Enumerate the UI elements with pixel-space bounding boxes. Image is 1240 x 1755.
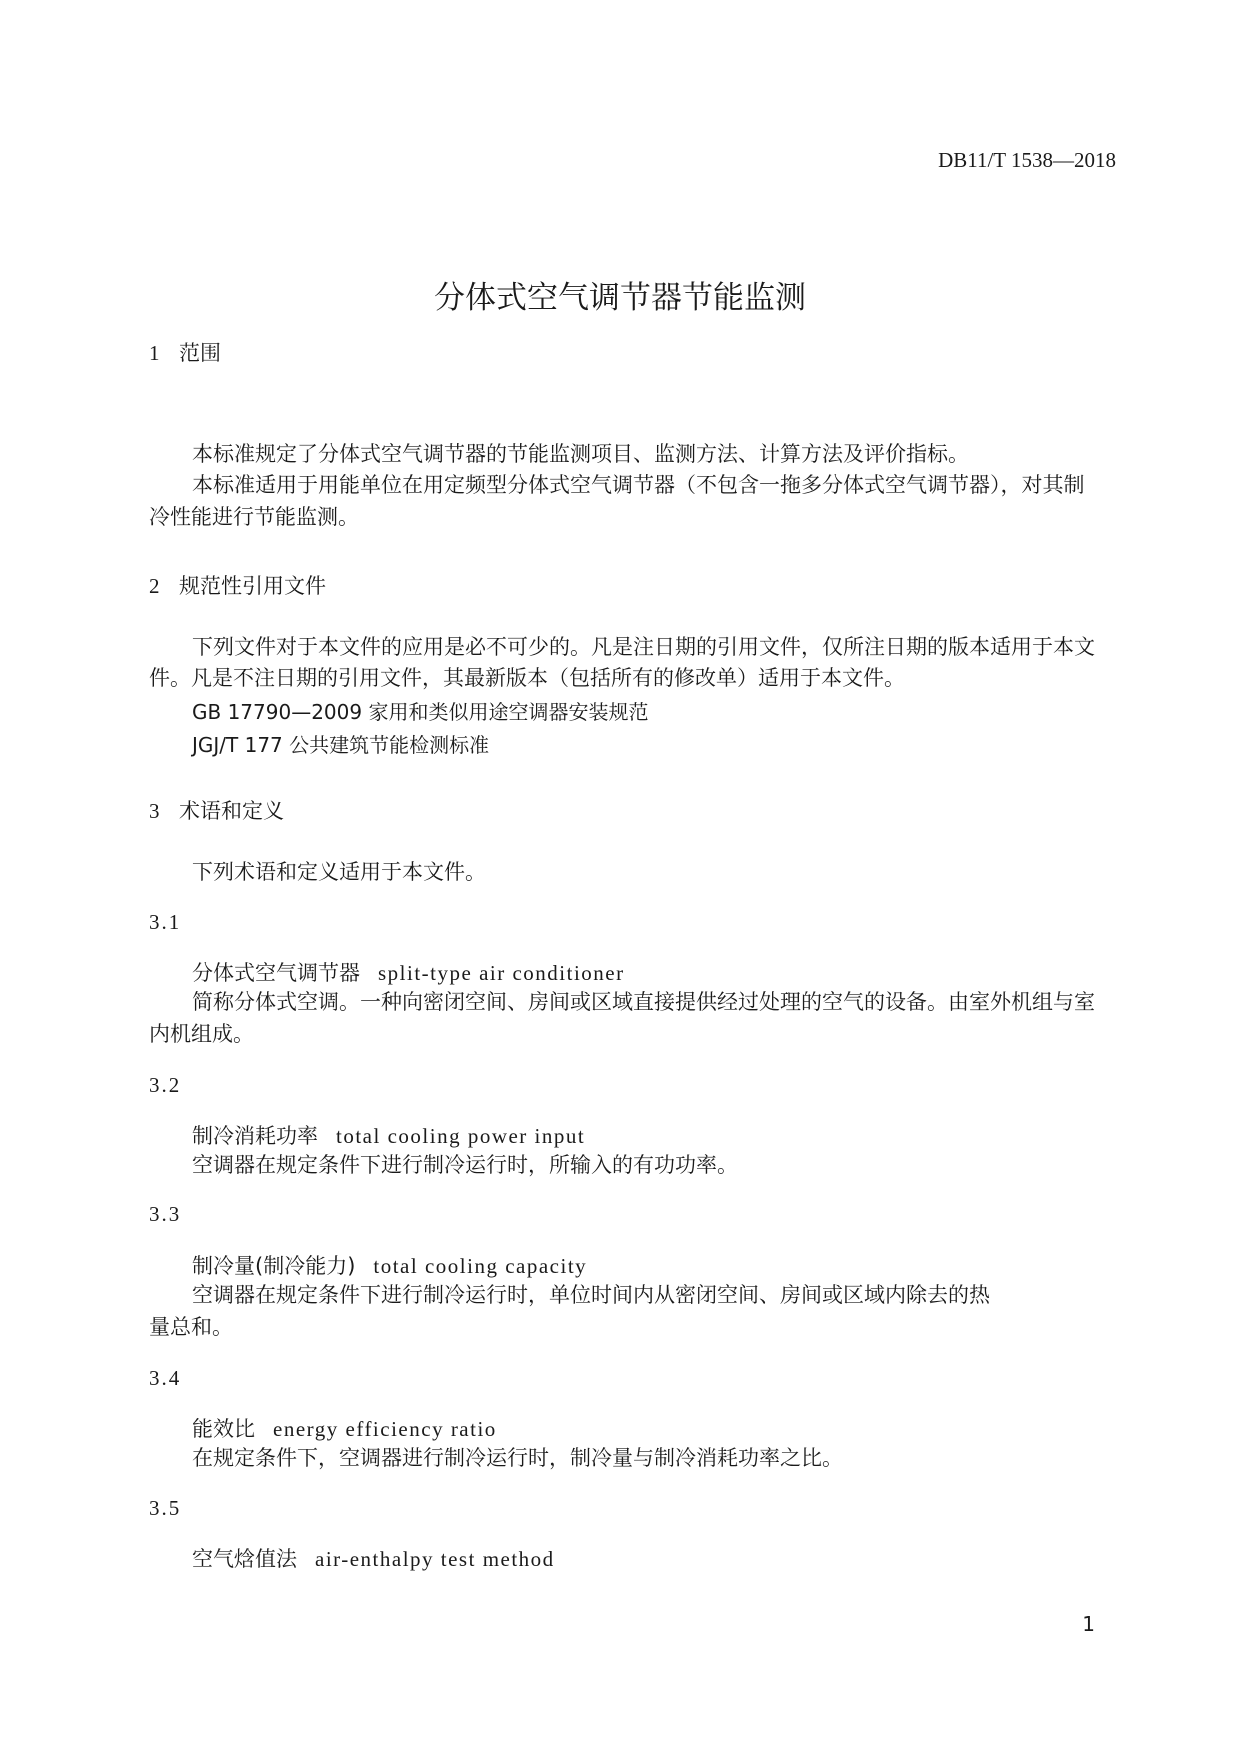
term-zh: 空气焓值法 bbox=[192, 1547, 297, 1571]
term-definition: 在规定条件下，空调器进行制冷运行时，制冷量与制冷消耗功率之比。 bbox=[192, 1446, 843, 1470]
reference-item: JGJ/T 177 公共建筑节能检测标准 bbox=[192, 733, 490, 757]
term-entry bbox=[192, 1250, 587, 1280]
clause-number: 3.3 bbox=[149, 1202, 182, 1226]
clause-number: 3.5 bbox=[149, 1496, 182, 1520]
standard-code: DB11/T 1538—2018 bbox=[938, 148, 1116, 172]
section-2-heading bbox=[149, 570, 326, 600]
clause-number: 3.4 bbox=[149, 1366, 182, 1390]
paragraph: 下列术语和定义适用于本文件。 bbox=[192, 860, 486, 884]
section-title: 术语和定义 bbox=[179, 799, 284, 823]
paragraph-continuation: 件。凡是不注日期的引用文件，其最新版本（包括所有的修改单）适用于本文件。 bbox=[149, 666, 905, 690]
paragraph-continuation: 冷性能进行节能监测。 bbox=[149, 505, 359, 529]
section-title: 规范性引用文件 bbox=[179, 574, 326, 598]
term-zh: 分体式空气调节器 bbox=[192, 961, 360, 985]
term-definition: 简称分体式空调。一种向密闭空间、房间或区域直接提供经过处理的空气的设备。由室外机组与室 bbox=[192, 990, 1095, 1014]
clause-number: 3.2 bbox=[149, 1073, 182, 1097]
paragraph: 本标准适用于用能单位在用定频型分体式空气调节器（不包含一拖多分体式空气调节器），对其制 bbox=[192, 473, 1085, 497]
section-number: 3 bbox=[149, 799, 160, 823]
section-1-heading bbox=[149, 337, 221, 367]
document-title: 分体式空气调节器节能监测 bbox=[434, 280, 806, 316]
term-definition-continuation: 内机组成。 bbox=[149, 1022, 254, 1046]
page-number: 1 bbox=[1082, 1612, 1095, 1636]
term-en: split-type air conditioner bbox=[378, 961, 625, 985]
clause-number: 3.1 bbox=[149, 910, 182, 934]
term-en: energy efficiency ratio bbox=[273, 1417, 497, 1441]
paragraph: 下列文件对于本文件的应用是必不可少的。凡是注日期的引用文件，仅所注日期的版本适用于本文 bbox=[192, 635, 1095, 659]
term-entry bbox=[192, 1543, 555, 1573]
section-title: 范围 bbox=[179, 341, 221, 365]
term-en: total cooling capacity bbox=[373, 1254, 588, 1278]
term-definition: 空调器在规定条件下进行制冷运行时，所输入的有功功率。 bbox=[192, 1153, 738, 1177]
term-en: total cooling power input bbox=[336, 1124, 586, 1148]
term-entry bbox=[192, 957, 625, 987]
term-definition-continuation: 量总和。 bbox=[149, 1315, 233, 1339]
section-3-heading bbox=[149, 795, 284, 825]
term-entry bbox=[192, 1413, 497, 1443]
term-zh: 制冷消耗功率 bbox=[192, 1124, 318, 1148]
term-zh: 能效比 bbox=[192, 1417, 255, 1441]
term-en: air-enthalpy test method bbox=[315, 1547, 555, 1571]
section-number: 2 bbox=[149, 574, 160, 598]
reference-item: GB 17790—2009 家用和类似用途空调器安装规范 bbox=[192, 700, 649, 724]
term-zh: 制冷量(制冷能力) bbox=[192, 1254, 356, 1278]
paragraph: 本标准规定了分体式空气调节器的节能监测项目、监测方法、计算方法及评价指标。 bbox=[192, 442, 969, 466]
term-definition: 空调器在规定条件下进行制冷运行时，单位时间内从密闭空间、房间或区域内除去的热 bbox=[192, 1283, 990, 1307]
term-entry bbox=[192, 1120, 585, 1150]
section-number: 1 bbox=[149, 341, 160, 365]
